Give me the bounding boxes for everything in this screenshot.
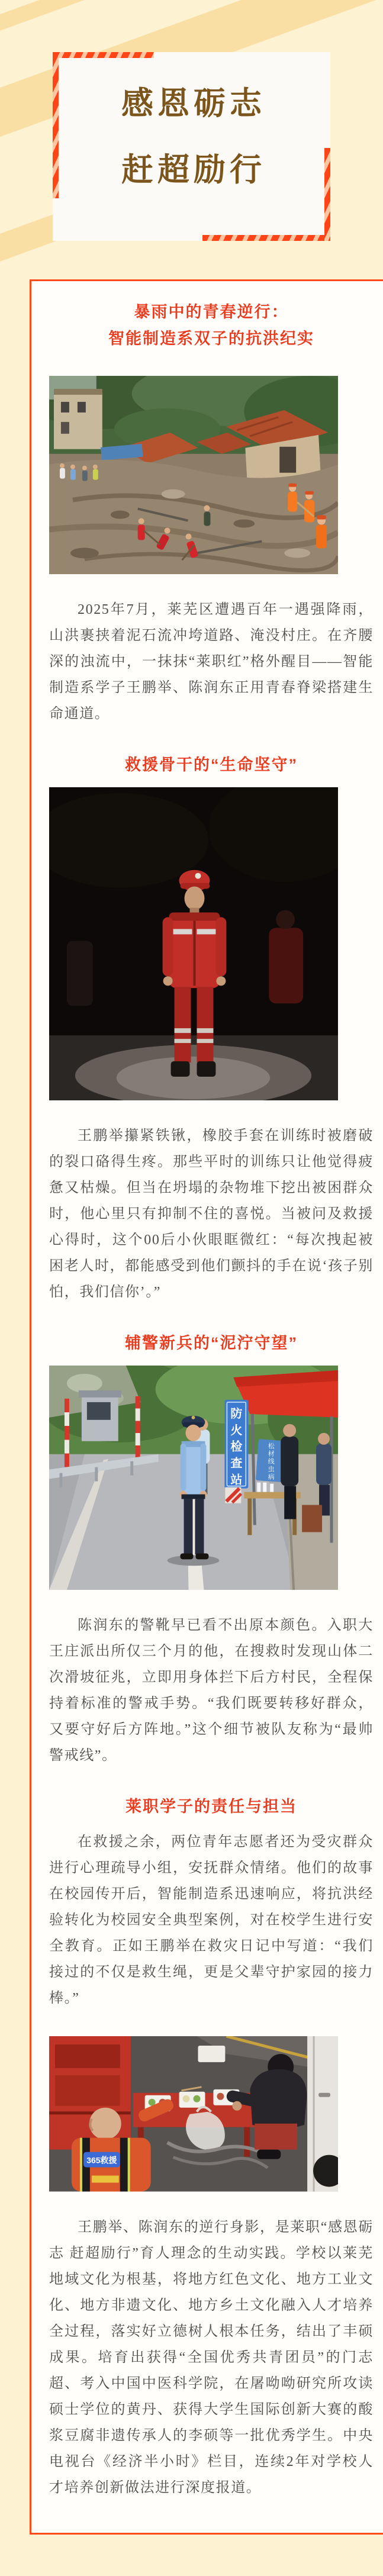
article-title-line2: 智能制造系双子的抗洪纪实 xyxy=(108,330,314,347)
banner-title-line2: 赶超励行 xyxy=(121,152,266,188)
sign-char: 检 xyxy=(230,1440,243,1454)
sign-char: 火 xyxy=(230,1424,243,1437)
hero-banner xyxy=(0,0,383,279)
sign-char: 松 xyxy=(268,1442,275,1450)
paragraph-closing: 王鹏举、陈润东的逆行身影，是莱职“感恩砺志 赶超励行”育人理念的生动实践。学校以莱芜地域文化为根基，将地方红色文化、地方工业文化、地方非遗文化、地方乡土文化融入人才培养全过程，落实好立德树人根本任务，结出了丰硕成果。培育出获得“全国优秀共青团员”的门志超、考入中国中医科学院，在屠呦呦研究所攻读硕士学位的黄丹、获得大学生国际创新大赛的酸浆豆腐非遗传承人的李硕等一批优秀学生。中央电视台《经济半小时》栏目，连续2年对学校人才培养创新做法进行深度报道。 xyxy=(49,2219,374,2496)
candy-stripe-border xyxy=(53,52,154,58)
article-title-line1: 暴雨中的青春逆行： xyxy=(134,303,289,321)
candy-stripe-border xyxy=(324,148,330,241)
checkpoint-sign xyxy=(230,1406,242,1487)
paragraph-intro: 2025年7月，莱芜区遭遇百年一遇强降雨，山洪裹挟着泥石流冲垮道路、淹没村庄。在齐腰深的浊流中，一抹抹“莱职红”格外醒目——智能制造系学子王鹏举、陈润东正用青春脊梁搭建生命通道。 xyxy=(49,602,374,722)
article-title xyxy=(49,299,374,352)
sign-char: 病 xyxy=(268,1473,275,1481)
paragraph-rescue: 王鹏举攥紧铁锹，橡胶手套在训练时被磨破的裂口硌得生疼。那些平时的训练只让他觉得疲惫又枯燥。但当在坍塌的杂物堆下挖出被困群众时，他心里只有抑制不住的喜悦。当被问及救援心得时，这个00后小伙眼眶微红：“每次拽起被困老人时，都能感受到他们颤抖的手在说‘孩子别怕，我们信你’。” xyxy=(49,1128,374,1300)
photo-night-rescuer xyxy=(49,787,338,1100)
photo-flood-rescue xyxy=(49,376,338,574)
meal-break-illustration xyxy=(49,2036,338,2191)
section-heading-police: 辅警新兵的“泥泞守望” xyxy=(125,1334,298,1353)
banner-title-line1: 感恩砺志 xyxy=(121,86,266,121)
candy-stripe-border xyxy=(53,52,59,198)
section-heading-rescue: 救援骨干的“生命坚守” xyxy=(125,756,298,774)
sign-char: 材 xyxy=(268,1450,275,1458)
sign-char: 站 xyxy=(230,1473,243,1487)
vest-label: 365救援 xyxy=(86,2155,117,2165)
sign-char: 查 xyxy=(230,1457,243,1470)
sign-char: 防 xyxy=(230,1408,243,1421)
checkpoint-illustration xyxy=(49,1366,338,1590)
sign-char: 虫 xyxy=(268,1466,275,1473)
article-card xyxy=(30,279,383,2535)
sign-char: 线 xyxy=(268,1458,275,1466)
photo-meal-break xyxy=(49,2036,338,2191)
photo-police-checkpoint xyxy=(49,1366,338,1590)
night-rescuer-illustration xyxy=(49,787,338,1100)
section-heading-students: 莱职学子的责任与担当 xyxy=(125,1798,297,1816)
pest-sign xyxy=(268,1442,275,1481)
hero-panel xyxy=(53,52,330,241)
flood-rescue-illustration xyxy=(49,376,338,574)
candy-stripe-border xyxy=(202,235,330,241)
paragraph-police: 陈润东的警靴早已看不出原本颜色。入职大王庄派出所仅三个月的他，在搜救时发现山体二次滑坡征兆，立即用身体拦下后方村民，全程保持着标准的警戒手势。“我们既要转移好群众，又要守好后方阵地。”这个细节被队友称为“最帅警戒线”。 xyxy=(49,1618,374,1764)
paragraph-students: 在救援之余，两位青年志愿者还为受灾群众进行心理疏导小组，安抚群众情绪。他们的故事在校园传开后，智能制造系迅速响应，将抗洪经验转化为校园安全典型案例，对在校学生进行安全教育。正如王鹏举在救灾日记中写道：“我们接过的不仅是救生绳，更是父辈守护家园的接力棒。” xyxy=(49,1834,374,2007)
